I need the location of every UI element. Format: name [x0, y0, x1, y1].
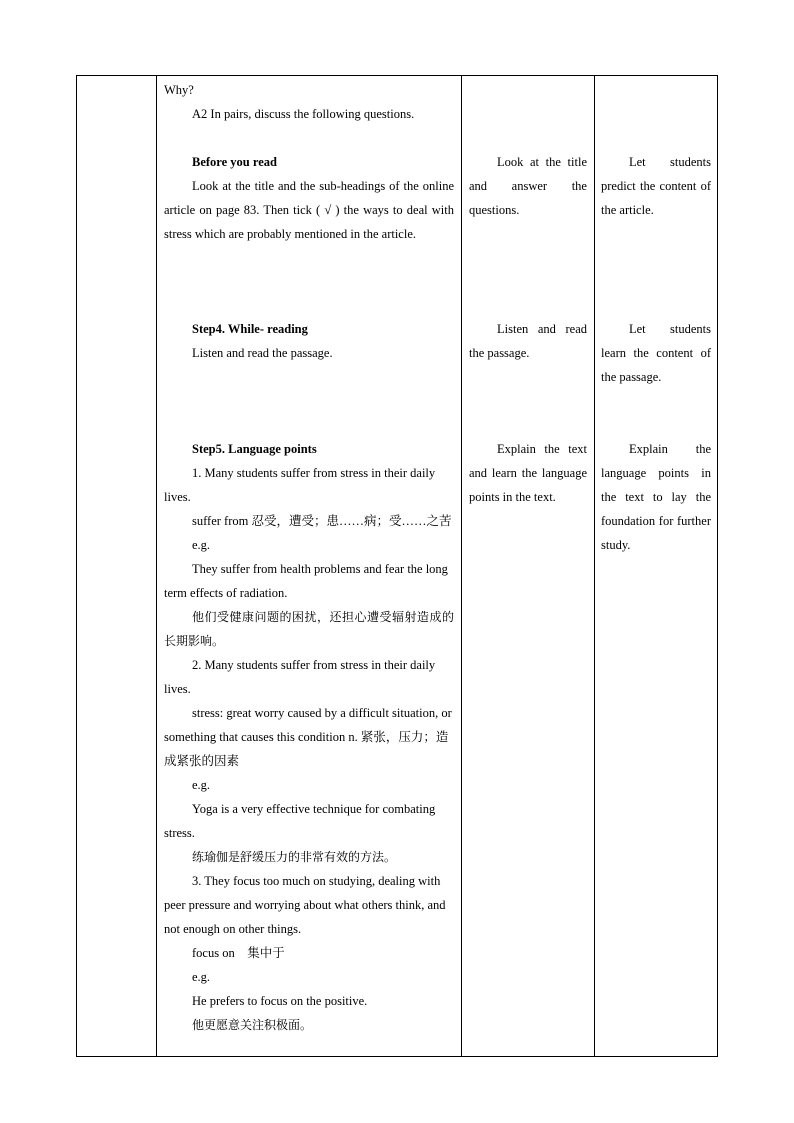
before-read-heading: Before you read [192, 155, 277, 169]
student-activity-before [469, 150, 587, 222]
while-reading-block [164, 317, 454, 365]
why-text: Why? [164, 83, 194, 97]
lp3-phrase: focus on 集中于 [192, 946, 285, 960]
table-border-left [76, 75, 77, 1057]
purpose-step5 [601, 437, 711, 557]
before-read-text: Look at the title and the sub-headings of the online article on page 83. Then tick ( √ ) the ways to deal with stress which are probably mentioned in the article. [164, 179, 454, 241]
lp1-example-en: They suffer from health problems and fear the long term effects of radiation. [164, 562, 448, 600]
purpose-step4-text: Let students learn the content of the passage. [601, 322, 711, 384]
lp3-sentence: 3. They focus too much on studying, dealing with peer pressure and worrying about what others think, and not enough on other things. [164, 874, 446, 936]
purpose-step5-text: Explain the language points in the text to lay the foundation for further study. [601, 442, 711, 552]
student-activity-step4-text: Listen and read the passage. [469, 322, 587, 360]
lp3-example-en: He prefers to focus on the positive. [192, 994, 368, 1008]
lp2-eg: e.g. [192, 778, 211, 792]
lp2-example-zh: 练瑜伽是舒缓压力的非常有效的方法。 [192, 850, 397, 864]
purpose-before [601, 150, 711, 222]
table-divider-1 [156, 75, 157, 1057]
language-points-block [164, 437, 454, 1037]
purpose-step4 [601, 317, 711, 389]
table-divider-3 [594, 75, 595, 1057]
student-activity-step5-text: Explain the text and learn the language points in the text. [469, 442, 587, 504]
table-border-right [717, 75, 718, 1057]
lp1-phrase: suffer from 忍受，遭受；患……病；受……之苦 [192, 514, 452, 528]
discussion-block [164, 78, 454, 126]
a2-instruction: A2 In pairs, discuss the following questions. [192, 107, 415, 121]
student-activity-step4 [469, 317, 587, 365]
before-read-block [164, 150, 454, 246]
lp3-example-zh: 他更愿意关注积极面。 [192, 1018, 313, 1032]
purpose-before-text: Let students predict the content of the article. [601, 155, 711, 217]
step4-text: Listen and read the passage. [192, 346, 333, 360]
step4-heading: Step4. While- reading [192, 322, 308, 336]
lp3-eg: e.g. [192, 970, 211, 984]
lp1-sentence: 1. Many students suffer from stress in their daily lives. [164, 466, 436, 504]
lp2-example-en: Yoga is a very effective technique for combating stress. [164, 802, 436, 840]
student-activity-step5 [469, 437, 587, 509]
lp2-definition: stress: great worry caused by a difficult situation, or something that causes this condition n. 紧张，压力；造成紧张的因素 [164, 706, 452, 768]
step5-heading: Step5. Language points [192, 442, 317, 456]
lp1-example-zh: 他们受健康问题的困扰，还担心遭受辐射造成的长期影响。 [164, 610, 454, 648]
table-divider-2 [461, 75, 462, 1057]
lp1-eg: e.g. [192, 538, 211, 552]
lp2-sentence: 2. Many students suffer from stress in their daily lives. [164, 658, 436, 696]
student-activity-before-text: Look at the title and answer the questions. [469, 155, 587, 217]
